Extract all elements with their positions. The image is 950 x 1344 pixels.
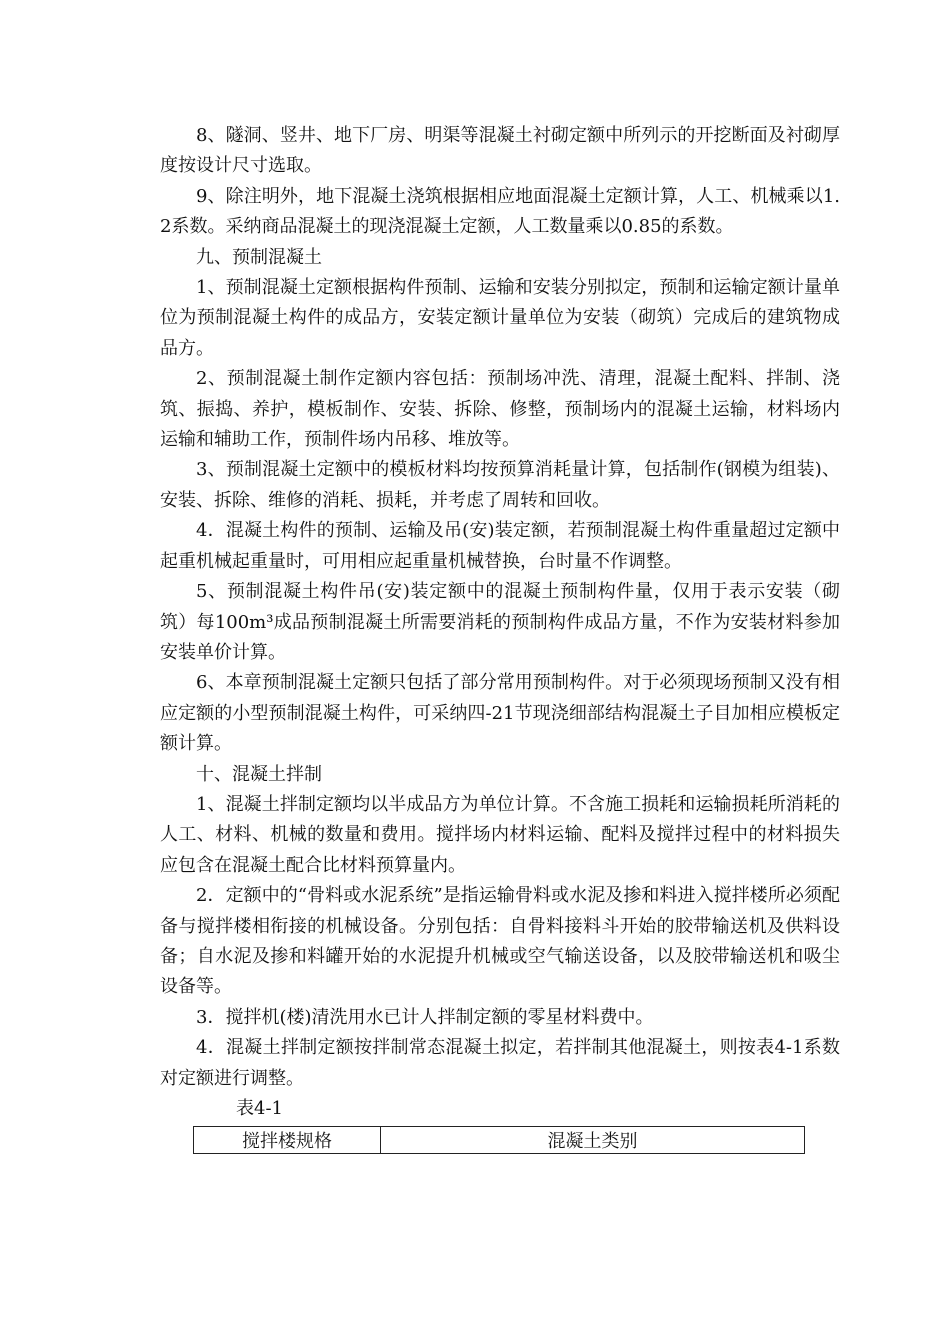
paragraph: 1、预制混凝土定额根据构件预制、运输和安装分别拟定，预制和运输定额计量单位为预制混凝土构件的成品方，安装定额计量单位为安装（砌筑）完成后的建筑物成品方。	[160, 277, 840, 359]
paragraph: 2．定额中的“骨料或水泥系统”是指运输骨料或水泥及掺和料进入搅拌楼所必须配备与搅拌楼相衔接的机械设备。分别包括：自骨料接料斗开始的胶带输送机及供料设备；自水泥及掺和料罐开始的水泥提升机械或空气输送设备，以及胶带输送机和吸尘设备等。	[160, 885, 840, 998]
table-header-row	[194, 1127, 805, 1154]
table-header-cell: 混凝土类别	[381, 1127, 805, 1154]
paragraph: 4．混凝土构件的预制、运输及吊(安)装定额，若预制混凝土构件重量超过定额中起重机械起重量时，可用相应起重量机械替换，台时量不作调整。	[160, 520, 840, 572]
table-caption: 表4-1	[236, 1098, 283, 1119]
paragraph: 3、预制混凝土定额中的模板材料均按预算消耗量计算，包括制作(钢模为组装)、安装、拆除、维修的消耗、损耗，并考虑了周转和回收。	[160, 459, 840, 511]
table-header-cell: 搅拌楼规格	[194, 1127, 381, 1154]
paragraph: 4．混凝土拌制定额按拌制常态混凝土拟定，若拌制其他混凝土，则按表4-1系数对定额进行调整。	[160, 1037, 840, 1089]
paragraph: 6、本章预制混凝土定额只包括了部分常用预制构件。对于必须现场预制又没有相应定额的小型预制混凝土构件，可采纳四-21节现浇细部结构混凝土子目加相应模板定额计算。	[160, 672, 840, 755]
coefficient-table	[193, 1126, 805, 1154]
section-heading: 十、混凝土拌制	[196, 763, 322, 785]
paragraph: 5、预制混凝土构件吊(安)装定额中的混凝土预制构件量，仅用于表示安装（砌筑）每100m³成品预制混凝土所需要消耗的预制构件成品方量，不作为安装材料参加安装单价计算。	[160, 581, 840, 663]
paragraph: 3．搅拌机(楼)清洗用水已计人拌制定额的零星材料费中。	[196, 1006, 654, 1028]
paragraph: 9、除注明外，地下混凝土浇筑根据相应地面混凝土定额计算，人工、机械乘以1.2系数。采纳商品混凝土的现浇混凝土定额，人工数量乘以0.85的系数。	[160, 185, 840, 238]
document-page	[160, 121, 840, 1154]
paragraph: 2、预制混凝土制作定额内容包括：预制场冲洗、清理，混凝土配料、拌制、浇筑、振捣、养护，模板制作、安装、拆除、修整，预制场内的混凝土运输，材料场内运输和辅助工作，预制件场内吊移、堆放等。	[160, 368, 840, 451]
paragraph: 1、混凝土拌制定额均以半成品方为单位计算。不含施工损耗和运输损耗所消耗的人工、材料、机械的数量和费用。搅拌场内材料运输、配料及搅拌过程中的材料损失应包含在混凝土配合比材料预算量内。	[160, 793, 840, 876]
paragraph: 8、隧洞、竖井、地下厂房、明渠等混凝土衬砌定额中所列示的开挖断面及衬砌厚度按设计尺寸选取。	[160, 125, 840, 177]
section-heading: 九、预制混凝土	[196, 246, 322, 268]
document-body	[160, 121, 840, 1094]
